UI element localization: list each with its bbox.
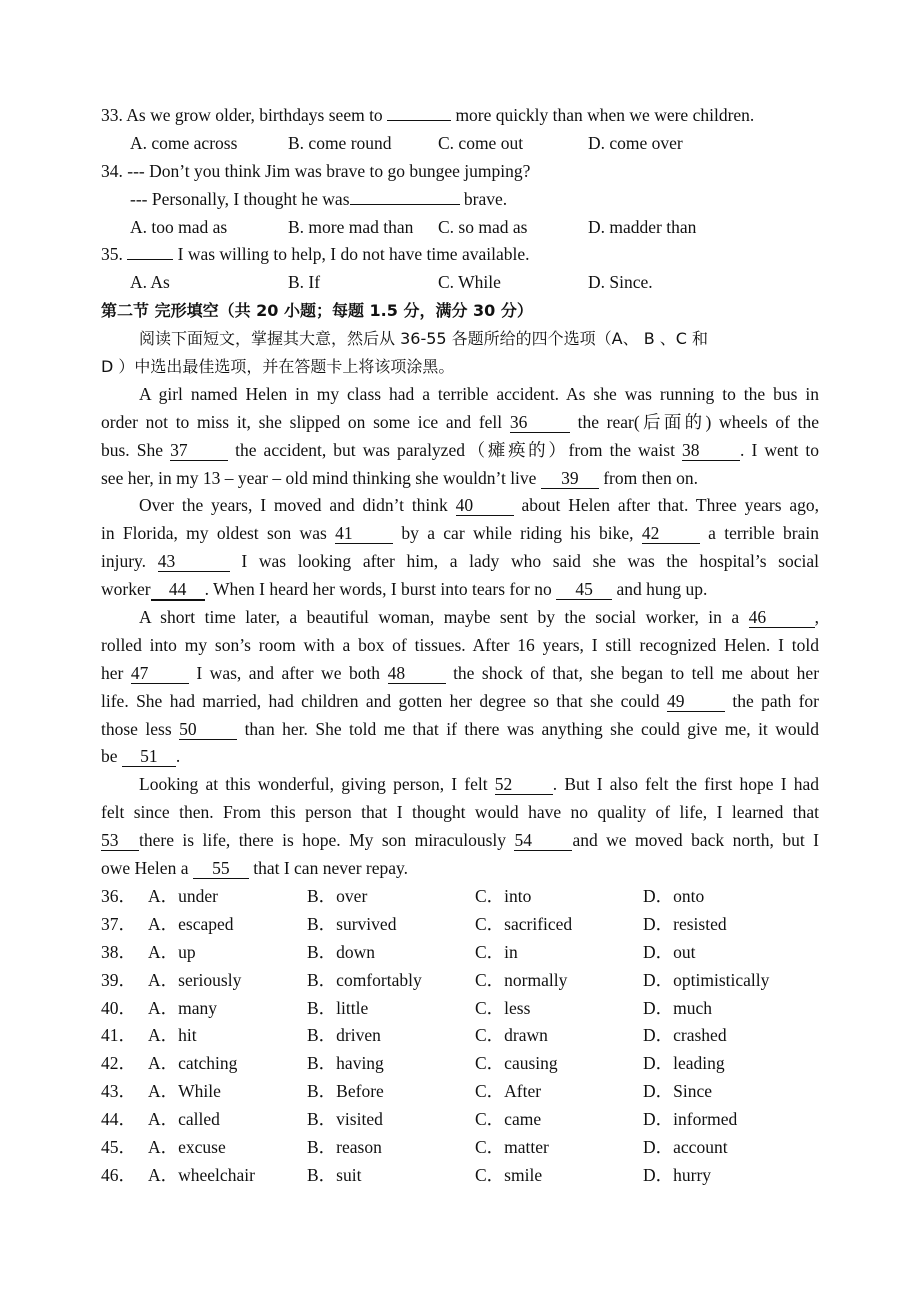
passage-p4-line1: Looking at this wonderful, giving person, I felt 52 . But I also felt the first hope I had: [139, 774, 819, 795]
choice-option-c: C．came: [475, 1109, 542, 1130]
choice-number: 37．: [101, 913, 136, 934]
choice-row: [101, 1106, 819, 1134]
option-35-a: A. As: [130, 272, 170, 293]
choice-option-b: B．visited: [307, 1109, 383, 1130]
option-35-c: C. While: [438, 272, 501, 293]
blank-46: 46: [749, 607, 815, 628]
passage-p2-line2: in Florida, my oldest son was 41 by a car while riding his bike, 42 a terrible brain: [101, 523, 819, 544]
blank-40: 40: [456, 495, 514, 516]
choice-row: [101, 1050, 819, 1078]
choice-option-d: D．much: [643, 997, 713, 1018]
choice-option-c: C．drawn: [475, 1025, 548, 1046]
choice-number: 44．: [101, 1109, 136, 1130]
choice-option-c: C．in: [475, 941, 518, 962]
choice-number: 43．: [101, 1081, 136, 1102]
option-35-d: D. Since.: [588, 272, 653, 293]
choice-option-d: D．resisted: [643, 913, 727, 934]
passage-p3-line5: those less 50 than her. She told me that if there was anything she could give me, it would: [101, 718, 819, 739]
blank-36: 36: [510, 412, 570, 433]
choice-option-b: B．driven: [307, 1025, 381, 1046]
option-33-c: C. come out: [438, 132, 524, 153]
choice-option-a: A．seriously: [148, 969, 242, 990]
choice-option-c: C．causing: [475, 1053, 558, 1074]
blank-37: 37: [170, 440, 228, 461]
passage-p4-line4: owe Helen a 55 that I can never repay.: [101, 858, 409, 879]
blank-45: 45: [556, 579, 612, 600]
choice-number: 36．: [101, 885, 136, 906]
blank-52: 52: [495, 774, 553, 795]
question-33-options: [101, 130, 819, 158]
blank-44: 44: [151, 579, 205, 601]
blank-47: 47: [131, 663, 189, 684]
choice-option-a: A．escaped: [148, 913, 234, 934]
choice-row: [101, 883, 819, 911]
choice-option-a: A．hit: [148, 1025, 197, 1046]
choice-option-b: B．over: [307, 885, 368, 906]
choice-option-c: C．matter: [475, 1136, 549, 1157]
option-34-b: B. more mad than: [288, 216, 414, 237]
choice-row: [101, 1134, 819, 1162]
choice-option-c: C．After: [475, 1081, 542, 1102]
question-33-stem: 33. As we grow older, birthdays seem to more quickly than when we were children.: [101, 105, 755, 125]
option-33-b: B. come round: [288, 132, 392, 153]
choice-row: [101, 1078, 819, 1106]
choice-option-d: D．informed: [643, 1109, 738, 1130]
choice-option-a: A．called: [148, 1109, 220, 1130]
choice-number: 42．: [101, 1053, 136, 1074]
choice-number: 46．: [101, 1164, 136, 1185]
passage-p2-line3: injury. 43 I was looking after him, a lady who said she was the hospital’s social: [101, 551, 820, 572]
choice-row: [101, 1162, 819, 1190]
choice-number: 41．: [101, 1025, 136, 1046]
question-35-options: [101, 269, 819, 297]
question-34-options: [101, 214, 819, 242]
passage-p1-line4: see her, in my 13 – year – old mind thinking she wouldn’t live 39 from then on.: [101, 467, 698, 488]
option-34-c: C. so mad as: [438, 216, 528, 237]
blank-50: 50: [179, 719, 237, 740]
option-34-a: A. too mad as: [130, 216, 228, 237]
choice-row: [101, 967, 819, 995]
choice-option-c: C．normally: [475, 969, 568, 990]
choice-option-b: B．little: [307, 997, 369, 1018]
option-34-d: D. madder than: [588, 216, 697, 237]
choice-option-b: B．comfortably: [307, 969, 422, 990]
choice-option-b: B．having: [307, 1053, 384, 1074]
choice-row: [101, 995, 819, 1023]
choice-row: [101, 939, 819, 967]
choice-option-c: C．sacrificed: [475, 913, 573, 934]
choice-option-a: A．under: [148, 885, 218, 906]
blank-39: 39: [541, 468, 599, 489]
blank-48: 48: [388, 663, 446, 684]
choice-option-d: D．leading: [643, 1053, 725, 1074]
section-heading: 第二节 完形填空（共 20 小题；每题 1.5 分，满分 30 分）: [101, 301, 533, 321]
option-33-a: A. come across: [130, 132, 238, 153]
choice-option-a: A．While: [148, 1081, 221, 1102]
option-35-b: B. If: [288, 272, 321, 293]
passage-p2-line1: Over the years, I moved and didn’t think 40 about Helen after that. Three years ago,: [139, 495, 819, 516]
blank-34: [350, 204, 460, 205]
choice-option-b: B．suit: [307, 1164, 362, 1185]
choice-option-a: A．excuse: [148, 1136, 226, 1157]
passage-p3-line3: her 47 I was, and after we both 48 the shock of that, she began to tell me about her: [101, 662, 820, 683]
passage-p1-line1: A girl named Helen in my class had a terrible accident. As she was running to the bus in: [139, 383, 819, 404]
passage-p3-line6: be 51 .: [101, 746, 181, 767]
blank-53: 53: [101, 830, 139, 851]
choice-option-a: A．up: [148, 941, 196, 962]
blank-41: 41: [335, 523, 393, 544]
passage-p1-line2: order not to miss it, she slipped on some ice and fell 36 the rear(后面的) wheels of the: [101, 411, 820, 432]
passage-p2-line4: worker 44 . When I heard her words, I burst into tears for no 45 and hung up.: [101, 579, 708, 600]
blank-51: 51: [122, 746, 176, 767]
choice-number: 39．: [101, 969, 136, 990]
choice-option-d: D．Since: [643, 1081, 713, 1102]
passage-p3-line1: A short time later, a beautiful woman, maybe sent by the social worker, in a 46 ,: [139, 607, 820, 628]
section-instruction-1: 阅读下面短文，掌握其大意，然后从 36-55 各题所给的四个选项（A、 B 、C 和: [139, 329, 709, 349]
blank-43: 43: [158, 551, 230, 572]
blank-38: 38: [682, 440, 740, 461]
blank-54: 54: [514, 830, 572, 851]
option-33-d: D. come over: [588, 132, 683, 153]
blank-35: [127, 259, 173, 260]
choice-number: 45．: [101, 1136, 136, 1157]
choice-option-d: D．hurry: [643, 1164, 712, 1185]
choice-option-d: D．onto: [643, 885, 705, 906]
blank-33: [387, 120, 451, 121]
choice-option-a: A．catching: [148, 1053, 238, 1074]
choice-option-d: D．optimistically: [643, 969, 770, 990]
blank-49: 49: [667, 691, 725, 712]
question-34-line2: --- Personally, I thought he was brave.: [130, 188, 508, 209]
choice-number: 40．: [101, 997, 136, 1018]
passage-p4-line3: 53 there is life, there is hope. My son miraculously 54 and we moved back north, but I: [101, 830, 820, 851]
passage-p4-line2: felt since then. From this person that I thought would have no quality of life, I learned that: [101, 802, 819, 823]
choice-option-b: B．down: [307, 941, 376, 962]
choice-option-b: B．Before: [307, 1081, 384, 1102]
choice-option-d: D．out: [643, 941, 696, 962]
choice-option-d: D．crashed: [643, 1025, 727, 1046]
question-34-line1: 34. --- Don’t you think Jim was brave to go bungee jumping?: [101, 160, 531, 181]
exam-page: [101, 102, 819, 1190]
choice-option-a: A．many: [148, 997, 218, 1018]
passage-p3-line2: rolled into my son’s room with a box of tissues. After 16 years, I still recognized Helen. I told: [101, 634, 819, 655]
passage-p3-line4: life. She had married, had children and gotten her degree so that she could 49 the path for: [101, 690, 820, 711]
blank-42: 42: [642, 523, 700, 544]
choice-option-d: D．account: [643, 1136, 728, 1157]
choice-option-a: A．wheelchair: [148, 1164, 255, 1185]
choice-option-c: C．smile: [475, 1164, 543, 1185]
choice-number: 38．: [101, 941, 136, 962]
passage-p1-line3: bus. She 37 the accident, but was paralyzed（瘫痪的）from the waist 38 . I went to: [101, 439, 820, 460]
choice-row: [101, 911, 819, 939]
blank-55: 55: [193, 858, 249, 879]
choices-list: [101, 883, 819, 1190]
choice-option-b: B．reason: [307, 1136, 382, 1157]
choice-row: [101, 1022, 819, 1050]
section-instruction-2: D ）中选出最佳选项，并在答题卡上将该项涂黑。: [101, 357, 455, 377]
choice-option-b: B．survived: [307, 913, 397, 934]
choice-option-c: C．into: [475, 885, 532, 906]
choice-option-c: C．less: [475, 997, 531, 1018]
question-35-stem: 35. I was willing to help, I do not have time available.: [101, 244, 530, 265]
